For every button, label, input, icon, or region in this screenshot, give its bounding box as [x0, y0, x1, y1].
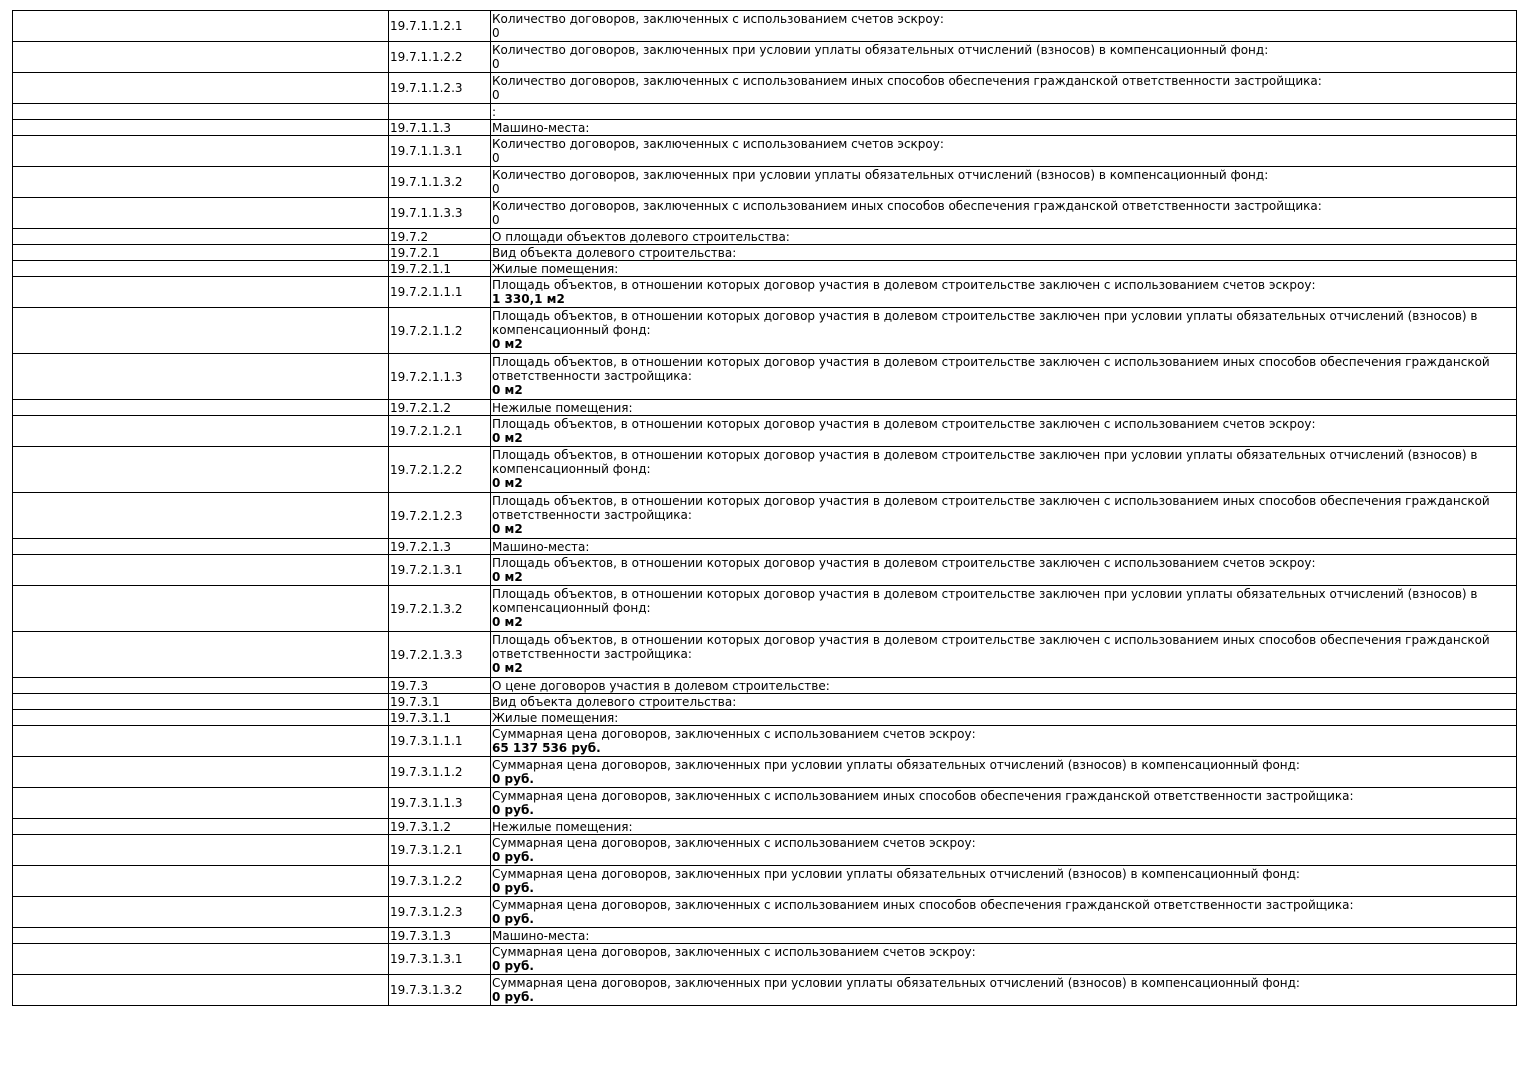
item-value: 0 — [492, 151, 500, 165]
blank-cell — [13, 447, 389, 493]
blank-cell — [13, 11, 389, 42]
table-row — [13, 757, 1517, 788]
blank-cell — [13, 632, 389, 678]
table-row — [13, 104, 1517, 120]
item-content — [491, 308, 1517, 354]
table-row — [13, 354, 1517, 400]
item-label: Суммарная цена договоров, заключенных с использованием счетов эскроу: — [492, 836, 976, 850]
item-code: 19.7.2.1.3.2 — [389, 586, 491, 632]
blank-cell — [13, 416, 389, 447]
item-code: 19.7.1.1.2.2 — [389, 42, 491, 73]
item-code: 19.7.3.1.1.2 — [389, 757, 491, 788]
item-content — [491, 632, 1517, 678]
item-content — [491, 539, 1517, 555]
item-code — [389, 104, 491, 120]
item-value: 0 руб. — [492, 959, 534, 973]
table-row — [13, 261, 1517, 277]
item-label: : — [492, 105, 497, 119]
item-label: Суммарная цена договоров, заключенных с использованием счетов эскроу: — [492, 945, 976, 959]
item-code: 19.7.2.1.2 — [389, 400, 491, 416]
item-value: 0 руб. — [492, 803, 534, 817]
item-value: 65 137 536 руб. — [492, 741, 601, 755]
table-row — [13, 710, 1517, 726]
item-code: 19.7.2.1.1.3 — [389, 354, 491, 400]
item-label: Количество договоров, заключенных с использованием счетов эскроу: — [492, 137, 944, 151]
item-code: 19.7.3.1.3.1 — [389, 944, 491, 975]
item-content — [491, 975, 1517, 1006]
table-row — [13, 11, 1517, 42]
item-code: 19.7.2.1 — [389, 245, 491, 261]
item-label: Количество договоров, заключенных при условии уплаты обязательных отчислений (взносов) в компенсационный фонд: — [492, 168, 1269, 182]
item-value: 0 руб. — [492, 881, 534, 895]
item-label: О цене договоров участия в долевом строительстве: — [492, 679, 830, 693]
blank-cell — [13, 167, 389, 198]
blank-cell — [13, 400, 389, 416]
table-row — [13, 726, 1517, 757]
blank-cell — [13, 835, 389, 866]
table-row — [13, 866, 1517, 897]
blank-cell — [13, 897, 389, 928]
item-code: 19.7.1.1.2.1 — [389, 11, 491, 42]
item-code: 19.7.1.1.3.3 — [389, 198, 491, 229]
item-label: Площадь объектов, в отношении которых договор участия в долевом строительстве заключен с использованием иных способов обеспечения гражданской ответственности застройщика: — [492, 633, 1490, 661]
blank-cell — [13, 136, 389, 167]
item-label: Суммарная цена договоров, заключенных с использованием счетов эскроу: — [492, 727, 976, 741]
item-label: Суммарная цена договоров, заключенных при условии уплаты обязательных отчислений (взносов) в компенсационный фонд: — [492, 758, 1300, 772]
item-content — [491, 944, 1517, 975]
item-content — [491, 136, 1517, 167]
table-row — [13, 229, 1517, 245]
item-label: Жилые помещения: — [492, 262, 619, 276]
item-code: 19.7.3.1.2.3 — [389, 897, 491, 928]
table-row — [13, 928, 1517, 944]
item-value: 0 — [492, 57, 500, 71]
item-content — [491, 447, 1517, 493]
item-code: 19.7.3.1 — [389, 694, 491, 710]
blank-cell — [13, 866, 389, 897]
blank-cell — [13, 308, 389, 354]
item-value: 0 руб. — [492, 772, 534, 786]
item-code: 19.7.1.1.3.2 — [389, 167, 491, 198]
item-code: 19.7.3.1.3.2 — [389, 975, 491, 1006]
blank-cell — [13, 710, 389, 726]
item-content — [491, 757, 1517, 788]
item-content — [491, 73, 1517, 104]
item-content — [491, 245, 1517, 261]
item-code: 19.7.2.1.1.1 — [389, 277, 491, 308]
blank-cell — [13, 757, 389, 788]
item-label: Площадь объектов, в отношении которых договор участия в долевом строительстве заключен с использованием иных способов обеспечения гражданской ответственности застройщика: — [492, 494, 1490, 522]
item-label: Суммарная цена договоров, заключенных с использованием иных способов обеспечения гражданской ответственности застройщика: — [492, 898, 1354, 912]
table-row — [13, 308, 1517, 354]
item-value: 0 м2 — [492, 383, 523, 397]
item-code: 19.7.3.1.3 — [389, 928, 491, 944]
item-content — [491, 400, 1517, 416]
table-row — [13, 416, 1517, 447]
item-label: Количество договоров, заключенных с использованием иных способов обеспечения гражданской ответственности застройщика: — [492, 199, 1322, 213]
item-content — [491, 416, 1517, 447]
item-label: Площадь объектов, в отношении которых договор участия в долевом строительстве заключен при условии уплаты обязательных отчислений (взносов) в компенсационный фонд: — [492, 587, 1478, 615]
blank-cell — [13, 678, 389, 694]
blank-cell — [13, 586, 389, 632]
item-code: 19.7.3.1.2 — [389, 819, 491, 835]
item-content — [491, 493, 1517, 539]
item-label: Жилые помещения: — [492, 711, 619, 725]
item-code: 19.7.1.1.3.1 — [389, 136, 491, 167]
item-content — [491, 167, 1517, 198]
table-row — [13, 539, 1517, 555]
item-value: 0 руб. — [492, 850, 534, 864]
table-row — [13, 167, 1517, 198]
item-content — [491, 897, 1517, 928]
item-code: 19.7.2.1.3.1 — [389, 555, 491, 586]
item-value: 0 — [492, 26, 500, 40]
item-value: 1 330,1 м2 — [492, 292, 565, 306]
blank-cell — [13, 493, 389, 539]
item-label: Суммарная цена договоров, заключенных при условии уплаты обязательных отчислений (взносов) в компенсационный фонд: — [492, 976, 1300, 990]
item-code: 19.7.2.1.3 — [389, 539, 491, 555]
disclosure-table — [12, 10, 1517, 1006]
item-code: 19.7.1.1.3 — [389, 120, 491, 136]
item-value: 0 руб. — [492, 912, 534, 926]
item-content — [491, 788, 1517, 819]
blank-cell — [13, 928, 389, 944]
table-row — [13, 835, 1517, 866]
item-value: 0 — [492, 88, 500, 102]
item-code: 19.7.3.1.2.2 — [389, 866, 491, 897]
blank-cell — [13, 788, 389, 819]
blank-cell — [13, 354, 389, 400]
item-label: Вид объекта долевого строительства: — [492, 246, 737, 260]
item-label: Суммарная цена договоров, заключенных с использованием иных способов обеспечения гражданской ответственности застройщика: — [492, 789, 1354, 803]
item-label: Машино-места: — [492, 121, 590, 135]
item-label: Площадь объектов, в отношении которых договор участия в долевом строительстве заключен с использованием счетов эскроу: — [492, 417, 1316, 431]
item-code: 19.7.3.1.1.3 — [389, 788, 491, 819]
item-content — [491, 277, 1517, 308]
blank-cell — [13, 726, 389, 757]
blank-cell — [13, 104, 389, 120]
table-row — [13, 73, 1517, 104]
table-row — [13, 944, 1517, 975]
item-code: 19.7.3 — [389, 678, 491, 694]
item-content — [491, 104, 1517, 120]
item-value: 0 м2 — [492, 431, 523, 445]
item-value: 0 м2 — [492, 476, 523, 490]
item-content — [491, 928, 1517, 944]
item-code: 19.7.2 — [389, 229, 491, 245]
table-row — [13, 198, 1517, 229]
item-code: 19.7.3.1.1.1 — [389, 726, 491, 757]
table-row — [13, 555, 1517, 586]
table-row — [13, 120, 1517, 136]
blank-cell — [13, 555, 389, 586]
item-label: Количество договоров, заключенных с использованием счетов эскроу: — [492, 12, 944, 26]
table-row — [13, 678, 1517, 694]
item-code: 19.7.3.1.2.1 — [389, 835, 491, 866]
item-value: 0 — [492, 213, 500, 227]
item-content — [491, 11, 1517, 42]
item-label: Суммарная цена договоров, заключенных при условии уплаты обязательных отчислений (взносов) в компенсационный фонд: — [492, 867, 1300, 881]
item-content — [491, 710, 1517, 726]
table-row — [13, 586, 1517, 632]
blank-cell — [13, 73, 389, 104]
item-content — [491, 120, 1517, 136]
blank-cell — [13, 694, 389, 710]
item-code: 19.7.1.1.2.3 — [389, 73, 491, 104]
item-value: 0 м2 — [492, 661, 523, 675]
item-label: Машино-места: — [492, 929, 590, 943]
item-value: 0 м2 — [492, 337, 523, 351]
item-label: Нежилые помещения: — [492, 401, 633, 415]
item-code: 19.7.2.1.2.2 — [389, 447, 491, 493]
item-label: Площадь объектов, в отношении которых договор участия в долевом строительстве заключен с использованием счетов эскроу: — [492, 556, 1316, 570]
table-row — [13, 447, 1517, 493]
item-value: 0 — [492, 182, 500, 196]
item-content — [491, 586, 1517, 632]
item-code: 19.7.2.1.1.2 — [389, 308, 491, 354]
item-label: Машино-места: — [492, 540, 590, 554]
item-label: О площади объектов долевого строительства: — [492, 230, 790, 244]
blank-cell — [13, 261, 389, 277]
item-code: 19.7.2.1.3.3 — [389, 632, 491, 678]
item-content — [491, 261, 1517, 277]
item-value: 0 м2 — [492, 570, 523, 584]
item-content — [491, 835, 1517, 866]
item-content — [491, 726, 1517, 757]
blank-cell — [13, 819, 389, 835]
blank-cell — [13, 229, 389, 245]
table-row — [13, 819, 1517, 835]
item-content — [491, 678, 1517, 694]
item-code: 19.7.2.1.1 — [389, 261, 491, 277]
item-content — [491, 555, 1517, 586]
item-code: 19.7.3.1.1 — [389, 710, 491, 726]
item-content — [491, 866, 1517, 897]
item-code: 19.7.2.1.2.3 — [389, 493, 491, 539]
table-row — [13, 632, 1517, 678]
table-row — [13, 245, 1517, 261]
item-content — [491, 354, 1517, 400]
item-label: Количество договоров, заключенных при условии уплаты обязательных отчислений (взносов) в компенсационный фонд: — [492, 43, 1269, 57]
item-content — [491, 198, 1517, 229]
item-label: Вид объекта долевого строительства: — [492, 695, 737, 709]
table-row — [13, 277, 1517, 308]
table-row — [13, 788, 1517, 819]
table-row — [13, 897, 1517, 928]
blank-cell — [13, 42, 389, 73]
item-content — [491, 42, 1517, 73]
blank-cell — [13, 198, 389, 229]
item-label: Площадь объектов, в отношении которых договор участия в долевом строительстве заключен при условии уплаты обязательных отчислений (взносов) в компенсационный фонд: — [492, 309, 1478, 337]
item-label: Нежилые помещения: — [492, 820, 633, 834]
item-value: 0 руб. — [492, 990, 534, 1004]
table-body — [13, 11, 1517, 1006]
blank-cell — [13, 277, 389, 308]
item-value: 0 м2 — [492, 522, 523, 536]
item-content — [491, 229, 1517, 245]
item-content — [491, 819, 1517, 835]
blank-cell — [13, 944, 389, 975]
blank-cell — [13, 120, 389, 136]
table-row — [13, 400, 1517, 416]
table-row — [13, 42, 1517, 73]
table-row — [13, 493, 1517, 539]
item-label: Площадь объектов, в отношении которых договор участия в долевом строительстве заключен при условии уплаты обязательных отчислений (взносов) в компенсационный фонд: — [492, 448, 1478, 476]
item-label: Количество договоров, заключенных с использованием иных способов обеспечения гражданской ответственности застройщика: — [492, 74, 1322, 88]
blank-cell — [13, 539, 389, 555]
item-content — [491, 694, 1517, 710]
item-label: Площадь объектов, в отношении которых договор участия в долевом строительстве заключен с использованием счетов эскроу: — [492, 278, 1316, 292]
item-label: Площадь объектов, в отношении которых договор участия в долевом строительстве заключен с использованием иных способов обеспечения гражданской ответственности застройщика: — [492, 355, 1490, 383]
blank-cell — [13, 245, 389, 261]
item-value: 0 м2 — [492, 615, 523, 629]
table-row — [13, 975, 1517, 1006]
table-row — [13, 136, 1517, 167]
item-code: 19.7.2.1.2.1 — [389, 416, 491, 447]
table-row — [13, 694, 1517, 710]
blank-cell — [13, 975, 389, 1006]
